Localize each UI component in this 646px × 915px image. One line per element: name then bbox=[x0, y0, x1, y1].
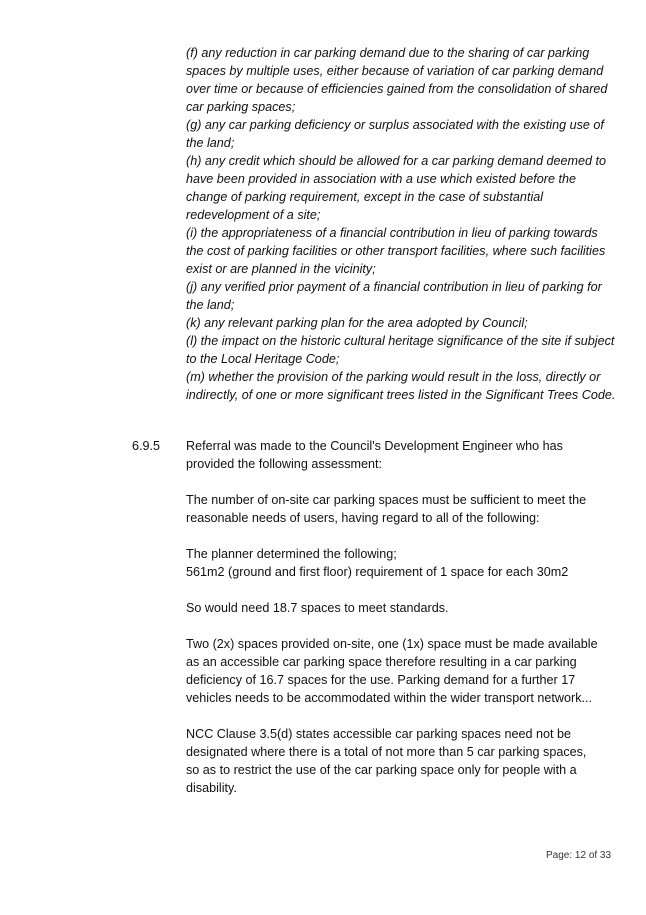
criterion-m: (m) whether the provision of the parking would result in the loss, directly or indirectly, of one or more significant trees listed in the Significant Trees Code. bbox=[186, 370, 616, 402]
section-para-2-line-2: 561m2 (ground and first floor) requirement of 1 space for each 30m2 bbox=[186, 565, 569, 579]
criterion-l: (l) the impact on the historic cultural heritage significance of the site if subject to the Local Heritage Code; bbox=[186, 334, 615, 366]
section-para-1: The number of on-site car parking spaces must be sufficient to meet the reasonable needs of users, having regard to all of the following: bbox=[186, 493, 587, 525]
section-body bbox=[186, 437, 602, 797]
page-number: Page: 12 of 33 bbox=[546, 850, 612, 861]
section-intro: Referral was made to the Council's Development Engineer who has provided the following assessment: bbox=[186, 439, 563, 471]
section-para-3: So would need 18.7 spaces to meet standards. bbox=[186, 601, 449, 615]
section-para-5: NCC Clause 3.5(d) states accessible car parking spaces need not be designated where there is a total of not more than 5 car parking spaces, so as to restrict the use of the car parking space only for people with a disability. bbox=[186, 727, 587, 795]
criterion-k: (k) any relevant parking plan for the area adopted by Council; bbox=[186, 316, 528, 330]
criterion-i: (i) the appropriateness of a financial contribution in lieu of parking towards the cost of parking facilities or other transport facilities, where such facilities exist or are planned in the vicinity; bbox=[186, 226, 606, 276]
section-6-9-5 bbox=[132, 437, 602, 815]
criterion-g: (g) any car parking deficiency or surplus associated with the existing use of the land; bbox=[186, 118, 604, 150]
criterion-j: (j) any verified prior payment of a financial contribution in lieu of parking for the land; bbox=[186, 280, 602, 312]
section-number: 6.9.5 bbox=[132, 439, 161, 453]
criterion-f: (f) any reduction in car parking demand due to the sharing of car parking spaces by multiple uses, either because of variation of car parking demand over time or because of efficiencies gained from the consolidation of shared car parking spaces; bbox=[186, 46, 608, 114]
criterion-h: (h) any credit which should be allowed for a car parking demand deemed to have been provided in association with a use which existed before the change of parking requirement, except in the case of substantial redevelopment of a site; bbox=[186, 154, 607, 222]
criteria-list bbox=[186, 44, 616, 404]
section-para-4: Two (2x) spaces provided on-site, one (1x) space must be made available as an accessible car parking space therefore resulting in a car parking deficiency of 16.7 spaces for the use. Parking demand for a further 17 vehicles needs to be accommodated within the wider transport network... bbox=[186, 637, 598, 705]
section-para-2-line-1: The planner determined the following; bbox=[186, 547, 397, 561]
